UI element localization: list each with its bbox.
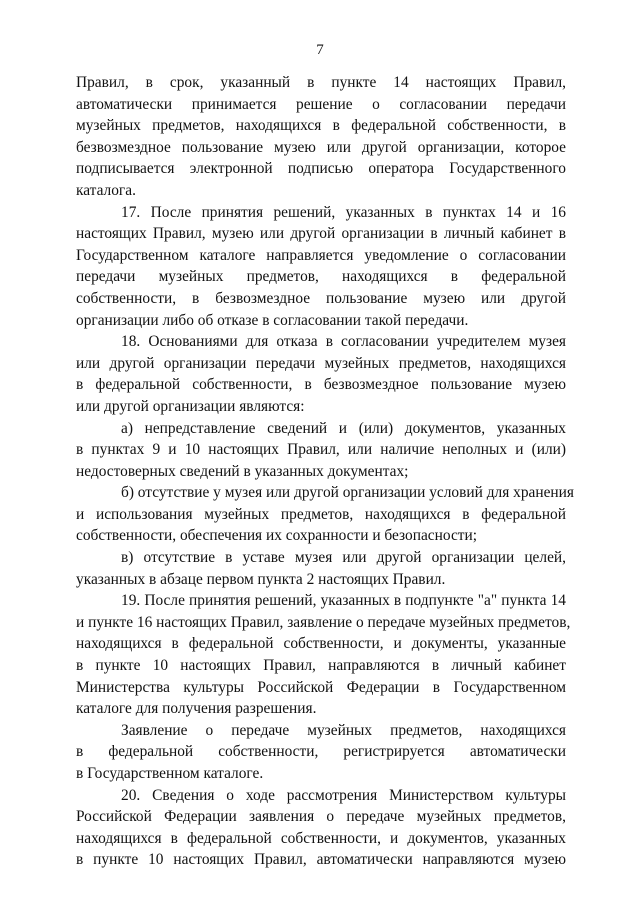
text-line: недостоверных сведений в указанных документах; [76,462,409,480]
text-line: безвозмездное пользование музею или другой организации, которое [76,138,566,156]
text-line: передачи музейных предметов, находящихся в федеральной [76,268,566,286]
text-line: Министерства культуры Российской Федерации в Государственном [76,678,566,696]
text-line: в пункте 10 настоящих Правил, автоматически направляются музею [76,851,566,869]
text-line: Заявление о передаче музейных предметов, находящихся [121,721,566,739]
text-line: и пункте 16 настоящих Правил, заявление о передаче музейных предметов, [76,613,571,631]
text-line: каталоге для получения разрешения. [76,700,317,718]
text-line: в Государственном каталоге. [76,765,264,782]
page-number: 7 [316,42,324,58]
text-line: подписывается электронной подписью оператора Государственного [76,160,566,178]
text-line: указанных в абзаце первом пункта 2 настоящих Правил. [76,570,446,588]
text-line: Российской Федерации заявления о передаче музейных предметов, [76,808,566,826]
text-line: 17. После принятия решений, указанных в пунктах 14 и 16 [121,203,566,221]
text-line: и использования музейных предметов, находящихся в федеральной [76,505,566,523]
text-line: настоящих Правил, музею или другой организации в личный кабинет в [76,225,566,243]
text-line: в федеральной собственности, регистрируется автоматически [76,743,566,761]
text-line: в пунктах 9 и 10 настоящих Правил, или наличие неполных и (или) [76,441,566,459]
text-line: собственности, в безвозмездное пользование музею или другой [76,289,566,307]
text-line: Правил, в срок, указанный в пункте 14 настоящих Правил, [76,74,566,91]
text-line: в пункте 10 настоящих Правил, направляются в личный кабинет [76,657,566,675]
text-line: в) отсутствие в уставе музея или другой организации целей, [121,549,566,567]
text-line: собственности, обеспечения их сохранности и безопасности; [76,527,478,545]
text-line: организации либо об отказе в согласовании такой передачи. [76,311,469,329]
text-line: 20. Сведения о ходе рассмотрения Министерством культуры [121,786,566,804]
text-line: музейных предметов, находящихся в федеральной собственности, в [76,117,566,135]
text-line: находящихся в федеральной собственности, и документы, указанные [76,635,566,653]
text-line: автоматически принимается решение о согласовании передачи [76,95,566,113]
text-line: Государственном каталоге направляется уведомление о согласовании [76,246,566,264]
text-line: или другой организации являются: [76,397,305,415]
text-line: каталога. [76,181,136,199]
text-line: 19. После принятия решений, указанных в подпункте "а" пункта 14 [121,592,566,610]
text-line: в федеральной собственности, в безвозмездное пользование музею [76,376,566,394]
text-line: 18. Основаниями для отказа в согласовании учредителем музея [121,333,566,351]
text-line: или другой организации передачи музейных предметов, находящихся [76,354,566,372]
document-body [76,72,574,871]
text-line: б) отсутствие у музея или другой организации условий для хранения [121,484,574,502]
text-line: находящихся в федеральной собственности, и документов, указанных [76,829,566,847]
text-line: а) непредставление сведений и (или) документов, указанных [121,419,566,437]
